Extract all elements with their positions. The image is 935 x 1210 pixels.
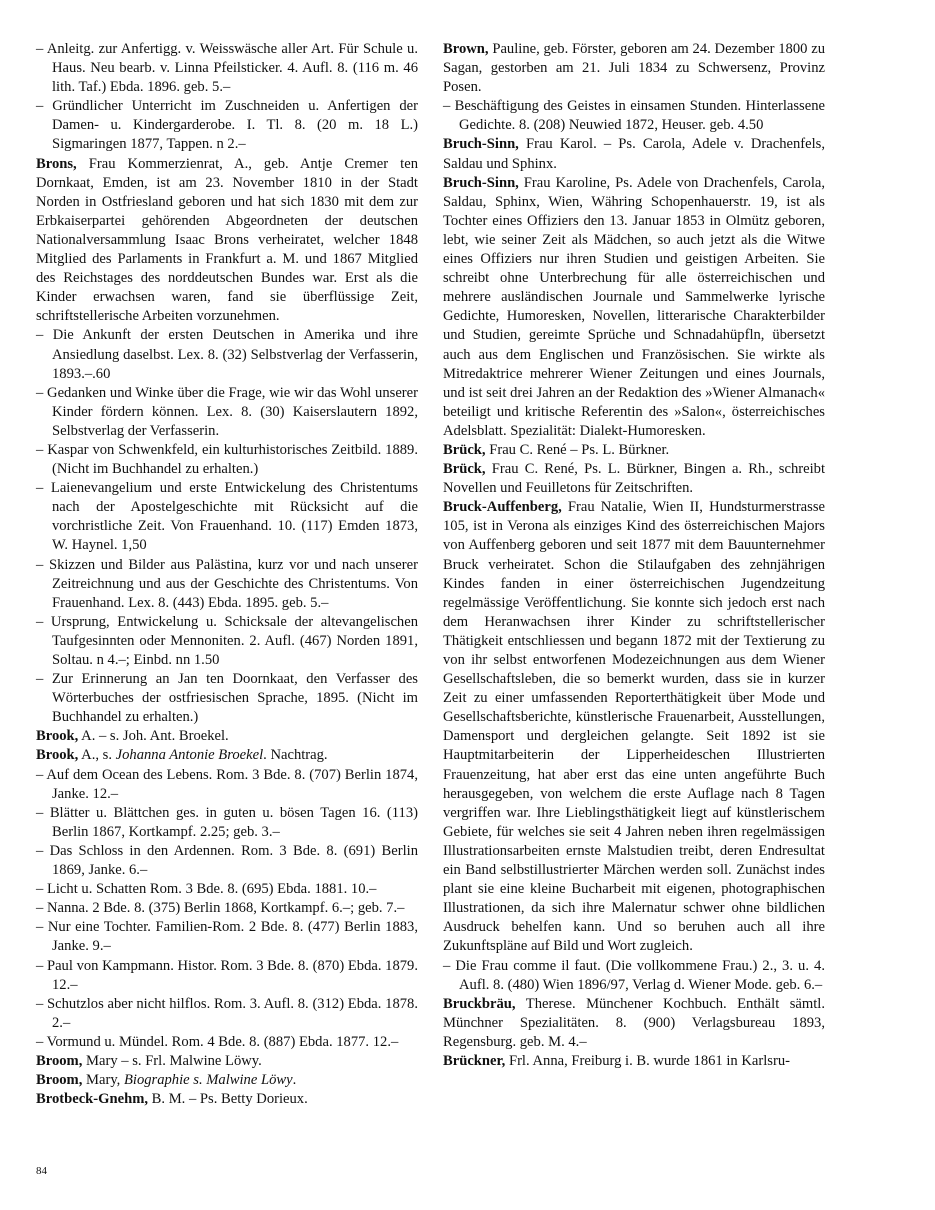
bibliography-item xyxy=(36,880,418,899)
entry-name: Bruckbräu, xyxy=(443,995,516,1012)
entry-name: Bruch-Sinn, xyxy=(443,136,519,153)
page-number: 84 xyxy=(36,1165,47,1177)
entry-text: – Nanna. 2 Bde. 8. (375) Berlin 1868, Kortkampf. 6.–; geb. 7.– xyxy=(36,900,405,917)
entry-name: Bruck-Auffenberg, xyxy=(443,499,562,516)
bibliography-item xyxy=(36,613,418,670)
entry-text: – Zur Erinnerung an Jan ten Doornkaat, den Verfasser des Wörterbuches der ostfriesischen Sprache, 1895. (Nicht im Buchhandel zu erhalten.) xyxy=(36,671,418,726)
biography-entry xyxy=(443,40,825,97)
bibliography-item xyxy=(36,40,418,97)
entry-text: Mary, xyxy=(82,1072,124,1089)
entry-text: – Die Ankunft der ersten Deutschen in Amerika und ihre Ansiedlung daselbst. Lex. 8. (32) Selbstverlag der Verfasserin, 1893.–.60 xyxy=(36,327,418,382)
biography-entry xyxy=(443,441,825,460)
entry-text: Frau Natalie, Wien II, Hundsturmerstrasse 105, ist in Verona als einziges Kind des österreichischen Majors von Auffenberg geboren und seit 1877 mit dem Bauunternehmer Bruck verheiratet. Schon die Stilaufgaben des zehnjährigen Kindes fanden in einer österreichischen Jugendzeitung regelmässige Veröffentlichung. Sie konnte sich jedoch erst nach dem Heranwachsen ihrer Kinder zu schriftstellerischer Thätigkeit entschliessen und begann 1872 mit der Textierung zu von ihr selbst entworfenen Modezeichnungen aus dem Wiener Gesellschaftsleben, die so bemerkt wurden, dass sie in kurzer Zeit zu einer umfassenden Reporterthätigkeit über Mode und Gesellschaftsberichte, künstlerische Frauenarbeit, Ausstellungen, Damensport und dergleichen gelangte. Seit 1892 ist sie Hauptmitarbeiterin der Lipperheideschen Illustrierten Frauenzeitung, hat aber erst das eine unten angeführte Buch herausgegeben, von welchem die erste Auflage nach 8 Tagen vergriffen war. Ihre Lieblingsthätigkeit liegt auf künstlerischem Gebiete, für welches sie seit 4 Jahren neben ihren regelmässigen Illustrationsarbeiten ernste Malstudien treibt, deren Endresultat ein Band selbstillustrierter Märchen werden soll. Zunächst indes plant sie eine kleine Bucharbeit mit eigenen, photographischen Illustrationen, da sich ihre Malernatur schwer ohne bildlichen Ausdruck behelfen kann. Und so beruhen auch all ihre Zukunftspläne auf Bild und Wort zugleich. xyxy=(443,499,825,955)
entry-text: – Licht u. Schatten Rom. 3 Bde. 8. (695) Ebda. 1881. 10.– xyxy=(36,881,377,898)
bibliography-item xyxy=(36,899,418,918)
bibliography-item xyxy=(443,957,825,995)
entry-text: – Vormund u. Mündel. Rom. 4 Bde. 8. (887) Ebda. 1877. 12.– xyxy=(36,1033,399,1050)
entry-name: Broom, xyxy=(36,1052,83,1069)
bibliography-item xyxy=(36,804,418,842)
bibliography-item xyxy=(36,995,418,1033)
biography-entry xyxy=(443,995,825,1052)
entry-text: – Kaspar von Schwenkfeld, ein kulturhistorisches Zeitbild. 1889. (Nicht im Buchhandel zu erhalten.) xyxy=(36,441,418,478)
biography-entry xyxy=(36,1071,418,1090)
entry-text: – Blätter u. Blättchen ges. in guten u. bösen Tagen 16. (113) Berlin 1867, Kortkampf. 2.25; geb. 3.– xyxy=(36,804,418,840)
entry-text: – Paul von Kampmann. Histor. Rom. 3 Bde. 8. (870) Ebda. 1879. 12.– xyxy=(36,957,418,993)
biography-entry xyxy=(443,135,825,173)
biography-entry xyxy=(36,1052,418,1071)
entry-text: Frau Karoline, Ps. Adele von Drachenfels, Carola, Saldau, Sphinx, Wien, Währing Schopenhauerstr. 19, ist als Tochter eines Offiziers den 13. Januar 1853 in Olmütz geboren, lebt, wie seiner Zeit als Mädchen, so auch jetzt als die Witwe eines Offiziers nur ihren Studien und geistigen Arbeiten. Sie schreibt ohne Unterbrechung für alle österreichischen und mehrere ausländischen Journale und Sammelwerke lyrische Gedichte, Humoresken, Novellen, litterarische Charakterbilder und Studien, gereimte Sprüche und Schnadahüpfln, übersetzt auch aus dem Englischen und Französischen. Sie wirkte als Mitredaktrice mehrerer Wiener Zeitungen und eines Journals, und ist seit drei Jahren an der Redaktion des »Wiener Almanach« beteiligt und kritische Referentin des »Salon«, österreichisches Adelsblatt. Spezialität: Dialekt-Humoresken. xyxy=(443,174,825,439)
biography-entry xyxy=(443,498,825,956)
entry-text: – Das Schloss in den Ardennen. Rom. 3 Bde. 8. (691) Berlin 1869, Janke. 6.– xyxy=(36,842,418,879)
bibliography-item xyxy=(36,918,418,956)
right-column xyxy=(443,40,825,1071)
bibliography-item xyxy=(36,556,418,613)
bibliography-item xyxy=(36,957,418,995)
bibliography-item xyxy=(36,97,418,154)
entry-text: – Auf dem Ocean des Lebens. Rom. 3 Bde. 8. (707) Berlin 1874, Janke. 12.– xyxy=(36,766,418,802)
entry-text: – Anleitg. zur Anfertigg. v. Weisswäsche aller Art. Für Schule u. Haus. Neu bearb. v. Linna Pfeilsticker. 4. Aufl. 8. (116 m. 46 lith. Taf.) Ebda. 1896. geb. 5.– xyxy=(36,41,418,96)
entry-text: Frau Kommerzienrat, A., geb. Antje Cremer ten Dornkaat, Emden, ist am 23. November 1810 in der Stadt Norden in Ostfriesland geboren und hat sich 1830 mit dem zur Erbkaiserpartei gehörenden Abgeordneten der deutschen Nationalversammlung Isaac Brons verheiratet, welcher 1848 Mitglied des Parlaments in Frankfurt a. M. und 1867 Mitglied des Reichstages des norddeutschen Bundes war. Erst als die Kinder erwachsen waren, fand sie überflüssige Zeit, schriftstellerische Arbeiten vorzunehmen. xyxy=(36,155,418,325)
entry-text: – Schutzlos aber nicht hilflos. Rom. 3. Aufl. 8. (312) Ebda. 1878. 2.– xyxy=(36,995,418,1031)
entry-text: – Nur eine Tochter. Familien-Rom. 2 Bde. 8. (477) Berlin 1883, Janke. 9.– xyxy=(36,919,418,955)
bibliography-item xyxy=(36,326,418,383)
bibliography-item xyxy=(36,479,418,555)
entry-reference: Johanna Antonie Broekel xyxy=(115,747,264,764)
bibliography-item xyxy=(443,97,825,135)
entry-text: Pauline, geb. Förster, geboren am 24. Dezember 1800 zu Sagan, gestorben am 21. Juli 1834 zu Schwersenz, Provinz Posen. xyxy=(443,41,825,96)
entry-text: – Ursprung, Entwickelung u. Schicksale der altevangelischen Taufgesinnten oder Mennoniten. 2. Aufl. (467) Norden 1891, Soltau. n 4.–; Einbd. nn 1.50 xyxy=(36,613,418,668)
entry-text: – Skizzen und Bilder aus Palästina, kurz vor und nach unserer Zeitreichnung und aus der Geschichte des Christentums. Von Frauenhand. Lex. 8. (443) Ebda. 1895. geb. 5.– xyxy=(36,556,418,611)
entry-name: Brook, xyxy=(36,728,79,745)
entry-text: – Gründlicher Unterricht im Zuschneiden u. Anfertigen der Damen- u. Kindergarderobe. I. Tl. 8. (20 m. 18 L.) Sigmaringen 1877, Tappen. n 2.– xyxy=(36,98,418,153)
entry-name: Brook, xyxy=(36,747,79,764)
entry-reference: Biographie s. Malwine Löwy xyxy=(123,1072,293,1089)
entry-name: Brons, xyxy=(36,155,77,172)
entry-text: B. M. – Ps. Betty Dorieux. xyxy=(148,1091,308,1108)
entry-tail: . Nachtrag. xyxy=(263,747,328,764)
entry-name: Brück, xyxy=(443,441,486,458)
entry-text: A., s. xyxy=(78,747,116,764)
entry-text: Frl. Anna, Freiburg i. B. wurde 1861 in Karlsru- xyxy=(505,1052,790,1069)
entry-text: – Laienevangelium und erste Entwickelung des Christentums nach der Apostelgeschichte mit Rücksicht auf die vorchristliche Zeit. Von Frauenhand. 10. (117) Emden 1873, W. Haynel. 1,50 xyxy=(36,480,418,554)
entry-text: Frau Karol. – Ps. Carola, Adele v. Drachenfels, Saldau und Sphinx. xyxy=(443,136,825,172)
entry-text: – Gedanken und Winke über die Frage, wie wir das Wohl unserer Kinder fördern können. Lex. 8. (30) Kaiserslautern 1892, Selbstverlag der Verfasserin. xyxy=(36,384,418,439)
biography-entry xyxy=(36,1090,418,1109)
entry-text: Therese. Münchener Kochbuch. Enthält sämtl. Münchner Spezialitäten. 8. (900) Verlagsbureau 1893, Regensburg. geb. M. 4.– xyxy=(443,995,825,1050)
entry-tail: . xyxy=(292,1072,297,1089)
entry-name: Broom, xyxy=(36,1072,83,1089)
biography-entry xyxy=(36,727,418,746)
biography-entry xyxy=(36,746,418,765)
bibliography-item xyxy=(36,842,418,880)
entry-text: A. – s. Joh. Ant. Broekel. xyxy=(78,728,229,745)
entry-name: Bruch-Sinn, xyxy=(443,174,519,191)
bibliography-item xyxy=(36,766,418,804)
entry-text: Frau C. René – Ps. L. Bürkner. xyxy=(485,441,670,458)
biography-entry xyxy=(443,174,825,441)
bibliography-item xyxy=(36,670,418,727)
bibliography-item xyxy=(36,1033,418,1052)
entry-name: Brückner, xyxy=(443,1052,506,1069)
bibliography-item xyxy=(36,384,418,441)
entry-name: Brück, xyxy=(443,461,486,478)
entry-text: Frau C. René, Ps. L. Bürkner, Bingen a. Rh., schreibt Novellen und Feuilletons für Zeitschriften. xyxy=(443,461,825,497)
biography-entry xyxy=(443,1052,825,1071)
entry-name: Brotbeck-Gnehm, xyxy=(36,1091,149,1108)
entry-text: Mary – s. Frl. Malwine Löwy. xyxy=(82,1052,262,1069)
entry-text: – Beschäftigung des Geistes in einsamen Stunden. Hinterlassene Gedichte. 8. (208) Neuwied 1872, Heuser. geb. 4.50 xyxy=(443,98,825,134)
entry-name: Brown, xyxy=(443,41,489,57)
biography-entry xyxy=(36,155,418,327)
entry-text: – Die Frau comme il faut. (Die vollkommene Frau.) 2., 3. u. 4. Aufl. 8. (480) Wien 1896/97, Verlag d. Wiener Mode. geb. 6.– xyxy=(443,957,825,993)
left-column xyxy=(36,40,418,1109)
bibliography-item xyxy=(36,441,418,479)
biography-entry xyxy=(443,460,825,498)
